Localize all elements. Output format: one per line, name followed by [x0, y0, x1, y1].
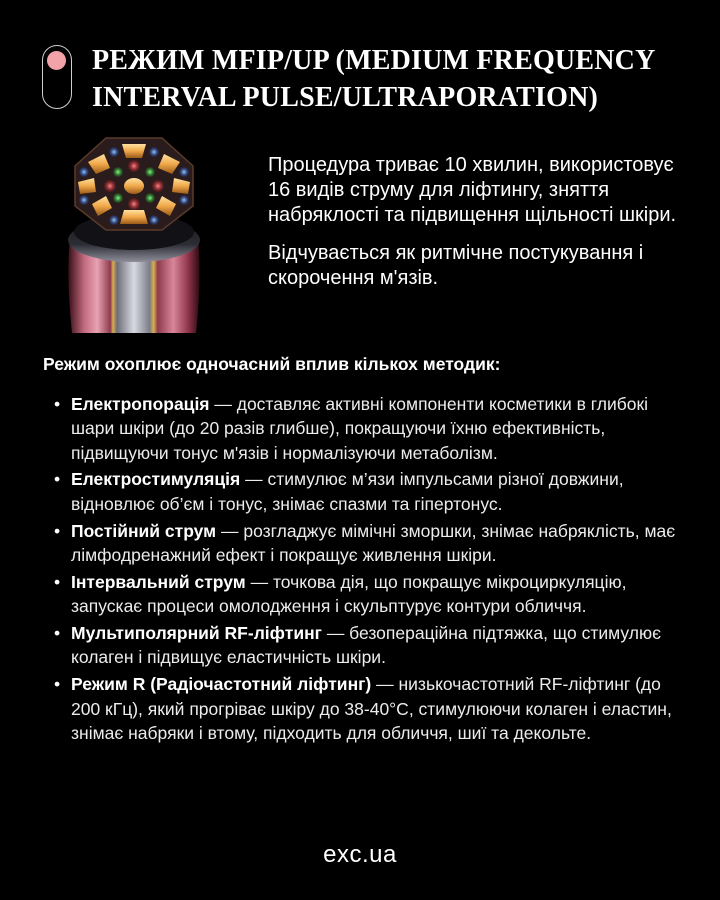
method-term: Мультиполярний RF-ліфтинг: [71, 623, 322, 644]
method-term: Постійний струм: [71, 520, 217, 541]
method-term: Електропорація: [71, 394, 210, 414]
intro-paragraph: Відчувається як ритмічне постукування і скорочення м'язів.: [268, 242, 644, 289]
bullet-icon: •: [54, 520, 61, 541]
header: [42, 42, 682, 114]
method-description: — стимулює м’язи імпульсами різної довжини, відновлює об’єм і тонус, знімає спазми та гіпертонус.: [71, 469, 624, 514]
list-item: [42, 467, 692, 516]
method-description: — безопераційна підтяжка, що стимулює колаген і підвищує еластичність шкіри.: [71, 623, 661, 668]
method-term: Режим R (Радіочастотний ліфтинг): [71, 674, 372, 695]
method-term: Інтервальний струм: [71, 571, 246, 592]
list-item: [42, 392, 692, 465]
methods-list: [42, 392, 692, 748]
bullet-icon: •: [54, 623, 61, 644]
intro-paragraph: Процедура триває 10 хвилин, використовує 16 видів струму для ліфтингу, зняття набряклості та підвищення щільності шкіри.: [268, 154, 677, 226]
method-term: Електростимуляція: [71, 469, 241, 490]
method-description: — розгладжує мімічні зморшки, знімає набряклість, має лімфодренажний ефект і покращує живлення шкіри.: [71, 520, 676, 565]
rf-device-illustration: [58, 128, 208, 333]
bullet-icon: •: [54, 674, 61, 695]
list-item: [42, 570, 692, 619]
device-image: [58, 128, 208, 333]
site-footer: exc.ua: [323, 841, 397, 868]
bullet-icon: •: [54, 469, 61, 490]
list-item: [42, 519, 692, 568]
method-description: — низькочастотний RF-ліфтинг (до 200 кГц), який прогріває шкіру до 38-40°C, стимулюючи колаген і еластин, знімає набряки і втому, підходить для обличчя, шиї та декольте.: [71, 674, 672, 743]
method-description: — точкова дія, що покращує мікроциркуляцію, запускає процеси омолодження і скульптурує контури обличчя.: [71, 571, 627, 617]
intro-text: [268, 153, 688, 304]
toggle-knob: [47, 51, 66, 70]
bullet-icon: •: [54, 394, 61, 414]
list-item: [42, 621, 692, 670]
method-description: — доставляє активні компоненти косметики в глибокі шари шкіри (до 20 разів глибше), покращуючи їхню ефективність, підвищуючи тонус м'язів і нормалізуючи метаболізм.: [71, 394, 649, 463]
methods-heading: Режим охоплює одночасний вплив кількох методик:: [43, 354, 501, 374]
bullet-icon: •: [54, 571, 61, 592]
list-item: [42, 672, 692, 745]
toggle-switch-icon: [42, 45, 72, 109]
page-title: РЕЖИМ MFIP/UP (MEDIUM FREQUENCY INTERVAL PULSE/ULTRAPORATION): [92, 45, 655, 113]
